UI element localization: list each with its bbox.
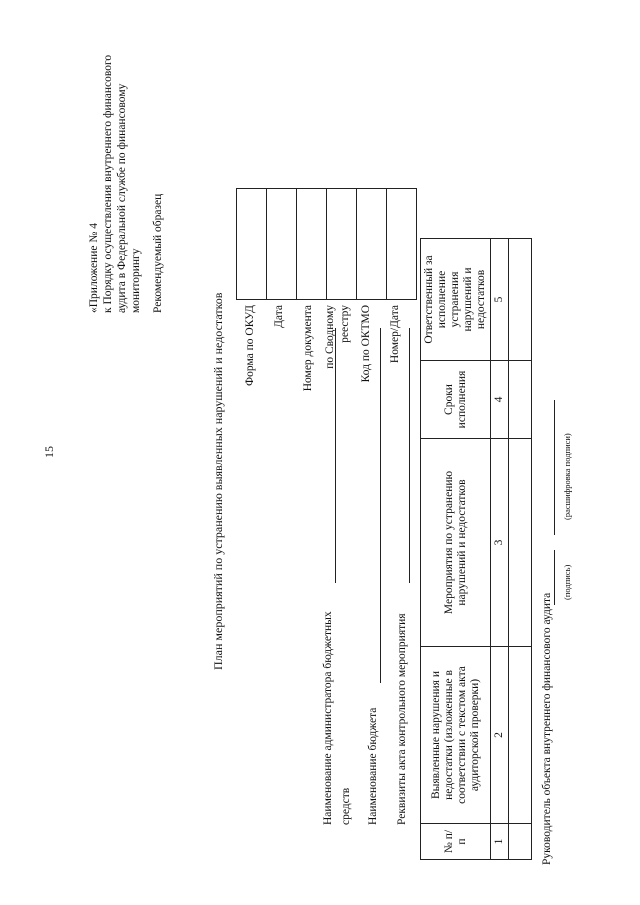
header-num: № п/п bbox=[421, 824, 491, 860]
number-date-label: Номер/Дата bbox=[389, 305, 401, 364]
act-label: Реквизиты акта контрольного мероприятия bbox=[396, 613, 408, 825]
transcript-line bbox=[554, 400, 555, 535]
budget-underline bbox=[380, 328, 381, 683]
signature-line bbox=[554, 550, 555, 605]
header-violations: Выявленные нарушения и недостатки (изложенные в соответствии с текстом акта аудиторской проверки) bbox=[421, 647, 491, 824]
okud-label: Форма по ОКУД bbox=[244, 305, 256, 386]
admin-label-2: средств bbox=[340, 787, 352, 825]
oktmo-cell[interactable] bbox=[357, 189, 387, 300]
appendix-line-4: мониторингу bbox=[130, 248, 142, 313]
header-responsible: Ответственный за исполнение устранения нарушений и недостатков bbox=[421, 239, 491, 361]
table-cell[interactable] bbox=[509, 647, 532, 824]
table-cell[interactable] bbox=[509, 824, 532, 860]
measures-table bbox=[420, 238, 532, 860]
transcript-caption: (расшифровка подписи) bbox=[562, 433, 572, 520]
admin-label-1: Наименование администратора бюджетных bbox=[322, 611, 334, 825]
page-number: 15 bbox=[42, 446, 56, 458]
col-num-1: 1 bbox=[491, 824, 509, 860]
document-title: План мероприятий по устранению выявленных нарушений и недостатков bbox=[211, 292, 225, 670]
appendix-line-3: аудита в Федеральной службе по финансовому bbox=[116, 83, 128, 313]
col-num-2: 2 bbox=[491, 647, 509, 824]
table-cell[interactable] bbox=[509, 361, 532, 439]
recommended-sample: Рекомендуемый образец bbox=[152, 193, 164, 313]
codes-table bbox=[236, 188, 417, 300]
appendix-line-1: «Приложение № 4 bbox=[88, 223, 100, 313]
date-cell[interactable] bbox=[267, 189, 297, 300]
col-num-3: 3 bbox=[491, 439, 509, 647]
act-underline bbox=[409, 328, 410, 583]
col-num-4: 4 bbox=[491, 361, 509, 439]
table-cell[interactable] bbox=[509, 439, 532, 647]
number-date-cell[interactable] bbox=[387, 189, 417, 300]
registry-cell[interactable] bbox=[327, 189, 357, 300]
doc-number-cell[interactable] bbox=[297, 189, 327, 300]
oktmo-label: Код по ОКТМО bbox=[360, 305, 372, 383]
signature-caption: (подпись) bbox=[562, 564, 572, 600]
appendix-line-2: к Порядку осуществления внутреннего финансового bbox=[102, 54, 114, 313]
codes-labels bbox=[236, 305, 410, 425]
col-num-5: 5 bbox=[491, 239, 509, 361]
admin-underline bbox=[335, 328, 336, 583]
table-cell[interactable] bbox=[509, 239, 532, 361]
budget-label: Наименование бюджета bbox=[367, 707, 379, 825]
header-deadlines: Сроки исполнения bbox=[421, 361, 491, 439]
doc-number-label: Номер документа bbox=[302, 305, 314, 392]
registry-label-1: по Сводному bbox=[324, 305, 336, 369]
header-measures: Мероприятия по устранению нарушений и недостатков bbox=[421, 439, 491, 647]
registry-label-2: реестру bbox=[339, 305, 351, 343]
appendix-header bbox=[87, 13, 143, 313]
head-label: Руководитель объекта внутреннего финансового аудита bbox=[541, 592, 553, 865]
okud-cell[interactable] bbox=[237, 189, 267, 300]
date-label: Дата bbox=[273, 305, 285, 328]
